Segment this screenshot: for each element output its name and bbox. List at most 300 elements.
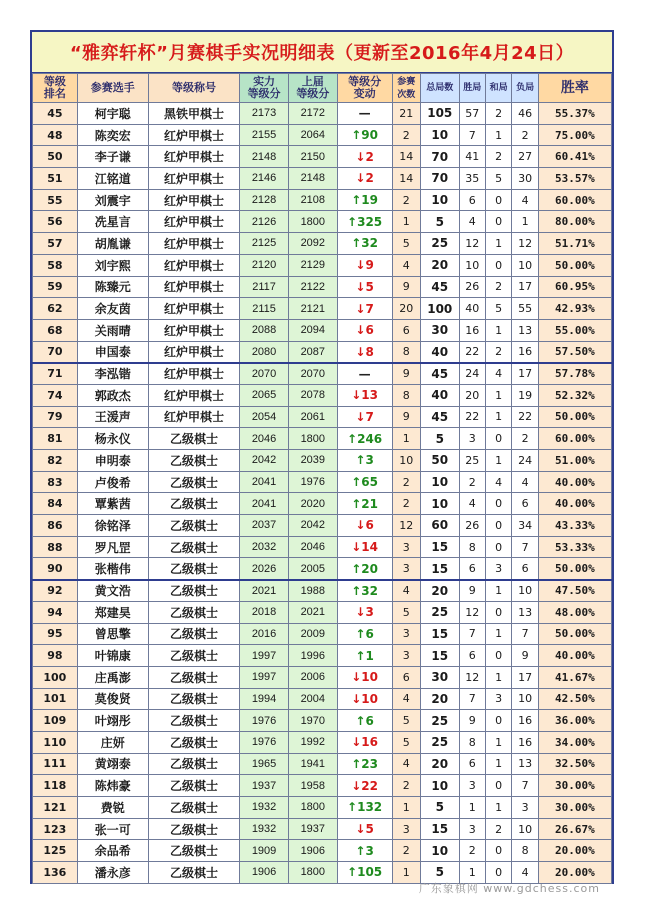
table-row	[33, 666, 612, 688]
cell-loss: 13	[512, 753, 538, 775]
header-previous-rating: 上届 等级分	[288, 74, 337, 103]
cell-draw: 1	[485, 384, 511, 406]
cell-rating: 1997	[240, 645, 289, 667]
cell-win: 40	[459, 298, 485, 320]
cell-loss: 10	[512, 254, 538, 276]
cell-win: 9	[459, 580, 485, 602]
cell-win: 24	[459, 363, 485, 385]
table-row	[33, 471, 612, 493]
cell-rating: 2037	[240, 515, 289, 537]
cell-rating: 2070	[240, 363, 289, 385]
rating-change-value: 14	[361, 540, 378, 555]
cell-rate: 47.50%	[538, 580, 611, 602]
cell-grade: 红炉甲棋士	[148, 384, 239, 406]
table-row	[33, 211, 612, 233]
cell-grade: 乙级棋士	[148, 797, 239, 819]
cell-rating: 1976	[240, 731, 289, 753]
cell-name: 余品希	[77, 840, 148, 862]
rating-change-value: 65	[361, 475, 378, 490]
header-total-games: 总局数	[420, 74, 459, 103]
rating-change-value: 19	[361, 193, 378, 208]
cell-rating: 2018	[240, 601, 289, 623]
table-row	[33, 319, 612, 341]
rating-change-value: 2	[365, 149, 374, 164]
cell-loss: 10	[512, 818, 538, 840]
cell-prev: 2021	[288, 601, 337, 623]
cell-rank: 81	[33, 428, 78, 450]
rating-change-value: 246	[357, 431, 383, 446]
cell-games: 6	[392, 319, 420, 341]
cell-draw: 0	[485, 493, 511, 515]
arrow-down-icon: ↓	[351, 778, 362, 793]
arrow-up-icon: ↑	[347, 865, 358, 880]
cell-loss: 16	[512, 710, 538, 732]
cell-games: 3	[392, 623, 420, 645]
cell-rank: 74	[33, 384, 78, 406]
cell-loss: 19	[512, 384, 538, 406]
cell-win: 3	[459, 775, 485, 797]
cell-prev: 1970	[288, 710, 337, 732]
cell-rate: 50.00%	[538, 558, 611, 580]
cell-score: 20	[420, 254, 459, 276]
table-row	[33, 146, 612, 168]
cell-grade: 乙级棋士	[148, 666, 239, 688]
arrow-down-icon: ↓	[351, 388, 362, 403]
cell-draw: 1	[485, 666, 511, 688]
cell-rating: 1932	[240, 797, 289, 819]
cell-name: 郑建昊	[77, 601, 148, 623]
cell-games: 5	[392, 601, 420, 623]
rating-change-value: 21	[361, 496, 378, 511]
cell-win: 22	[459, 341, 485, 363]
cell-rating: 2080	[240, 341, 289, 363]
table-row	[33, 254, 612, 276]
header-draws: 和局	[485, 74, 511, 103]
cell-prev: 1992	[288, 731, 337, 753]
cell-grade: 乙级棋士	[148, 601, 239, 623]
table-row	[33, 536, 612, 558]
cell-loss: 9	[512, 645, 538, 667]
table-row	[33, 363, 612, 385]
cell-rating: 2054	[240, 406, 289, 428]
rating-change-value: 23	[361, 756, 378, 771]
cell-name: 陈炜豪	[77, 775, 148, 797]
cell-rank: 50	[33, 146, 78, 168]
cell-change	[337, 124, 392, 146]
cell-name: 黄文浩	[77, 580, 148, 602]
cell-rate: 36.00%	[538, 710, 611, 732]
cell-grade: 乙级棋士	[148, 471, 239, 493]
cell-draw: 1	[485, 319, 511, 341]
cell-draw: 2	[485, 276, 511, 298]
cell-change	[337, 233, 392, 255]
cell-score: 10	[420, 189, 459, 211]
cell-rank: 58	[33, 254, 78, 276]
cell-name: 申明泰	[77, 450, 148, 472]
cell-grade: 乙级棋士	[148, 775, 239, 797]
cell-prev: 2078	[288, 384, 337, 406]
cell-win: 7	[459, 688, 485, 710]
cell-games: 9	[392, 406, 420, 428]
cell-rate: 51.71%	[538, 233, 611, 255]
table-row	[33, 558, 612, 580]
arrow-up-icon: ↑	[351, 496, 362, 511]
cell-games: 4	[392, 580, 420, 602]
table-row	[33, 818, 612, 840]
cell-prev: 1996	[288, 645, 337, 667]
arrow-down-icon: ↓	[355, 149, 366, 164]
cell-loss: 8	[512, 840, 538, 862]
cell-prev: 2122	[288, 276, 337, 298]
cell-win: 26	[459, 515, 485, 537]
cell-rate: 40.00%	[538, 471, 611, 493]
cell-prev: 2070	[288, 363, 337, 385]
cell-win: 22	[459, 406, 485, 428]
cell-rank: 68	[33, 319, 78, 341]
cell-score: 100	[420, 298, 459, 320]
cell-prev: 2129	[288, 254, 337, 276]
cell-rating: 2021	[240, 580, 289, 602]
cell-rate: 20.00%	[538, 840, 611, 862]
cell-rank: 82	[33, 450, 78, 472]
cell-draw: 0	[485, 840, 511, 862]
cell-rank: 59	[33, 276, 78, 298]
arrow-down-icon: ↓	[355, 171, 366, 186]
rating-change-value: 7	[365, 409, 374, 424]
cell-grade: 乙级棋士	[148, 558, 239, 580]
cell-draw: 1	[485, 124, 511, 146]
cell-prev: 1906	[288, 840, 337, 862]
cell-win: 10	[459, 254, 485, 276]
cell-grade: 红炉甲棋士	[148, 363, 239, 385]
cell-prev: 2020	[288, 493, 337, 515]
cell-prev: 1800	[288, 797, 337, 819]
cell-change	[337, 103, 392, 125]
cell-score: 15	[420, 536, 459, 558]
cell-draw: 2	[485, 341, 511, 363]
cell-rating: 2042	[240, 450, 289, 472]
cell-win: 1	[459, 797, 485, 819]
cell-rate: 30.00%	[538, 775, 611, 797]
cell-score: 15	[420, 558, 459, 580]
cell-games: 2	[392, 493, 420, 515]
cell-name: 费锐	[77, 797, 148, 819]
arrow-up-icon: ↑	[351, 756, 362, 771]
arrow-up-icon: ↑	[355, 648, 366, 663]
cell-score: 15	[420, 645, 459, 667]
cell-change	[337, 536, 392, 558]
cell-loss: 34	[512, 515, 538, 537]
arrow-up-icon: ↑	[351, 193, 362, 208]
arrow-up-icon: ↑	[351, 128, 362, 143]
cell-win: 6	[459, 558, 485, 580]
cell-name: 曾思擎	[77, 623, 148, 645]
table-row	[33, 276, 612, 298]
cell-rank: 70	[33, 341, 78, 363]
cell-prev: 2046	[288, 536, 337, 558]
cell-rating: 2065	[240, 384, 289, 406]
cell-games: 9	[392, 363, 420, 385]
cell-grade: 乙级棋士	[148, 580, 239, 602]
cell-loss: 17	[512, 276, 538, 298]
cell-win: 12	[459, 666, 485, 688]
table-row	[33, 428, 612, 450]
cell-rate: 42.93%	[538, 298, 611, 320]
cell-rate: 52.32%	[538, 384, 611, 406]
cell-games: 8	[392, 341, 420, 363]
rating-change-value: 3	[365, 605, 374, 620]
cell-rate: 60.00%	[538, 428, 611, 450]
cell-games: 8	[392, 384, 420, 406]
cell-rate: 26.67%	[538, 818, 611, 840]
cell-draw: 1	[485, 450, 511, 472]
cell-rating: 2088	[240, 319, 289, 341]
cell-change	[337, 341, 392, 363]
table-row	[33, 753, 612, 775]
cell-prev: 2172	[288, 103, 337, 125]
cell-loss: 7	[512, 536, 538, 558]
cell-grade: 红炉甲棋士	[148, 146, 239, 168]
cell-prev: 2092	[288, 233, 337, 255]
cell-games: 2	[392, 124, 420, 146]
cell-win: 3	[459, 428, 485, 450]
arrow-down-icon: ↓	[351, 735, 362, 750]
cell-win: 8	[459, 731, 485, 753]
cell-draw: 2	[485, 818, 511, 840]
cell-rank: 84	[33, 493, 78, 515]
cell-win: 3	[459, 818, 485, 840]
cell-rank: 136	[33, 862, 78, 884]
cell-rating: 2126	[240, 211, 289, 233]
table-row	[33, 840, 612, 862]
cell-rating: 1976	[240, 710, 289, 732]
cell-rating: 2120	[240, 254, 289, 276]
cell-name: 冼星言	[77, 211, 148, 233]
cell-rank: 121	[33, 797, 78, 819]
cell-rank: 101	[33, 688, 78, 710]
cell-rank: 83	[33, 471, 78, 493]
rating-change-value: 5	[365, 279, 374, 294]
cell-rate: 34.00%	[538, 731, 611, 753]
table-row	[33, 341, 612, 363]
standings-sheet	[30, 30, 614, 884]
cell-draw: 1	[485, 753, 511, 775]
cell-loss: 22	[512, 406, 538, 428]
header-rank: 等级 排名	[33, 74, 78, 103]
cell-grade: 乙级棋士	[148, 753, 239, 775]
cell-win: 6	[459, 189, 485, 211]
header-win-rate: 胜率	[538, 74, 611, 103]
rating-change-value: 20	[361, 561, 378, 576]
cell-score: 5	[420, 797, 459, 819]
cell-rank: 86	[33, 515, 78, 537]
cell-rating: 2125	[240, 233, 289, 255]
cell-rating: 1906	[240, 862, 289, 884]
header-grade: 等级称号	[148, 74, 239, 103]
cell-games: 2	[392, 775, 420, 797]
cell-rank: 110	[33, 731, 78, 753]
table-row	[33, 298, 612, 320]
arrow-down-icon: ↓	[355, 822, 366, 837]
cell-rating: 1965	[240, 753, 289, 775]
cell-grade: 乙级棋士	[148, 818, 239, 840]
cell-rate: 40.00%	[538, 645, 611, 667]
arrow-down-icon: ↓	[355, 323, 366, 338]
cell-score: 10	[420, 124, 459, 146]
cell-rate: 50.00%	[538, 406, 611, 428]
cell-grade: 红炉甲棋士	[148, 168, 239, 190]
cell-prev: 2005	[288, 558, 337, 580]
cell-games: 12	[392, 515, 420, 537]
cell-prev: 1976	[288, 471, 337, 493]
cell-rate: 57.78%	[538, 363, 611, 385]
cell-loss: 6	[512, 493, 538, 515]
rating-change-value: 7	[365, 301, 374, 316]
cell-win: 35	[459, 168, 485, 190]
cell-change	[337, 384, 392, 406]
arrow-down-icon: ↓	[355, 605, 366, 620]
cell-change	[337, 753, 392, 775]
cell-score: 45	[420, 406, 459, 428]
cell-grade: 红炉甲棋士	[148, 211, 239, 233]
cell-win: 20	[459, 384, 485, 406]
cell-rank: 95	[33, 623, 78, 645]
cell-games: 20	[392, 298, 420, 320]
rating-change-value: 13	[361, 388, 378, 403]
table-row	[33, 406, 612, 428]
cell-rank: 71	[33, 363, 78, 385]
cell-win: 25	[459, 450, 485, 472]
cell-draw: 1	[485, 580, 511, 602]
cell-grade: 乙级棋士	[148, 515, 239, 537]
cell-name: 卢俊希	[77, 471, 148, 493]
cell-rating: 2173	[240, 103, 289, 125]
cell-games: 21	[392, 103, 420, 125]
cell-change	[337, 862, 392, 884]
cell-rating: 2026	[240, 558, 289, 580]
cell-change	[337, 450, 392, 472]
cell-rank: 88	[33, 536, 78, 558]
cell-games: 4	[392, 688, 420, 710]
cell-rate: 53.33%	[538, 536, 611, 558]
cell-rating: 2115	[240, 298, 289, 320]
cell-score: 30	[420, 319, 459, 341]
cell-rate: 60.00%	[538, 189, 611, 211]
cell-draw: 4	[485, 363, 511, 385]
cell-score: 50	[420, 450, 459, 472]
cell-games: 1	[392, 211, 420, 233]
cell-change	[337, 666, 392, 688]
cell-draw: 0	[485, 536, 511, 558]
cell-change	[337, 840, 392, 862]
cell-score: 25	[420, 710, 459, 732]
cell-draw: 0	[485, 862, 511, 884]
cell-rating: 1994	[240, 688, 289, 710]
cell-score: 25	[420, 601, 459, 623]
cell-draw: 1	[485, 623, 511, 645]
table-row	[33, 384, 612, 406]
cell-draw: 1	[485, 233, 511, 255]
cell-loss: 12	[512, 233, 538, 255]
arrow-down-icon: ↓	[355, 258, 366, 273]
table-row	[33, 731, 612, 753]
cell-change	[337, 428, 392, 450]
cell-change	[337, 645, 392, 667]
table-row	[33, 233, 612, 255]
cell-name: 叶翊彤	[77, 710, 148, 732]
cell-rate: 43.33%	[538, 515, 611, 537]
cell-score: 70	[420, 146, 459, 168]
cell-score: 30	[420, 666, 459, 688]
cell-change	[337, 189, 392, 211]
rating-change-value: 10	[361, 691, 378, 706]
cell-name: 黄翊泰	[77, 753, 148, 775]
table-row	[33, 580, 612, 602]
cell-score: 60	[420, 515, 459, 537]
table-row	[33, 645, 612, 667]
cell-name: 陈奕宏	[77, 124, 148, 146]
cell-rank: 56	[33, 211, 78, 233]
cell-draw: 0	[485, 710, 511, 732]
cell-name: 莫俊贤	[77, 688, 148, 710]
arrow-down-icon: ↓	[351, 670, 362, 685]
rating-change-value: 1	[365, 648, 374, 663]
cell-grade: 红炉甲棋士	[148, 406, 239, 428]
cell-score: 10	[420, 493, 459, 515]
cell-loss: 4	[512, 189, 538, 211]
cell-name: 张一可	[77, 818, 148, 840]
cell-games: 1	[392, 862, 420, 884]
cell-change	[337, 818, 392, 840]
cell-prev: 1800	[288, 211, 337, 233]
cell-name: 杨永仪	[77, 428, 148, 450]
cell-change	[337, 146, 392, 168]
cell-loss: 10	[512, 688, 538, 710]
cell-loss: 6	[512, 558, 538, 580]
cell-name: 王湲声	[77, 406, 148, 428]
cell-rating: 2041	[240, 493, 289, 515]
arrow-up-icon: ↑	[355, 626, 366, 641]
arrow-up-icon: ↑	[355, 843, 366, 858]
arrow-down-icon: ↓	[351, 540, 362, 555]
cell-loss: 10	[512, 580, 538, 602]
rating-change-value: 3	[365, 453, 374, 468]
cell-draw: 0	[485, 515, 511, 537]
cell-loss: 17	[512, 363, 538, 385]
page-title: “雅弈轩杯”月赛棋手实况明细表（更新至2016年4月24日）	[32, 32, 612, 73]
cell-prev: 2094	[288, 319, 337, 341]
table-row	[33, 775, 612, 797]
cell-draw: 5	[485, 298, 511, 320]
cell-change	[337, 710, 392, 732]
table-row	[33, 710, 612, 732]
cell-rate: 50.00%	[538, 623, 611, 645]
arrow-up-icon: ↑	[347, 431, 358, 446]
cell-grade: 红炉甲棋士	[148, 341, 239, 363]
rating-change-value: 6	[365, 323, 374, 338]
cell-score: 5	[420, 211, 459, 233]
cell-prev: 1958	[288, 775, 337, 797]
cell-draw: 5	[485, 168, 511, 190]
cell-name: 庄妍	[77, 731, 148, 753]
rating-change-value: 325	[357, 214, 383, 229]
cell-prev: 2009	[288, 623, 337, 645]
header-rating-change: 等级分 变动	[337, 74, 392, 103]
cell-loss: 7	[512, 623, 538, 645]
cell-loss: 3	[512, 797, 538, 819]
cell-grade: 乙级棋士	[148, 493, 239, 515]
cell-name: 叶锦康	[77, 645, 148, 667]
